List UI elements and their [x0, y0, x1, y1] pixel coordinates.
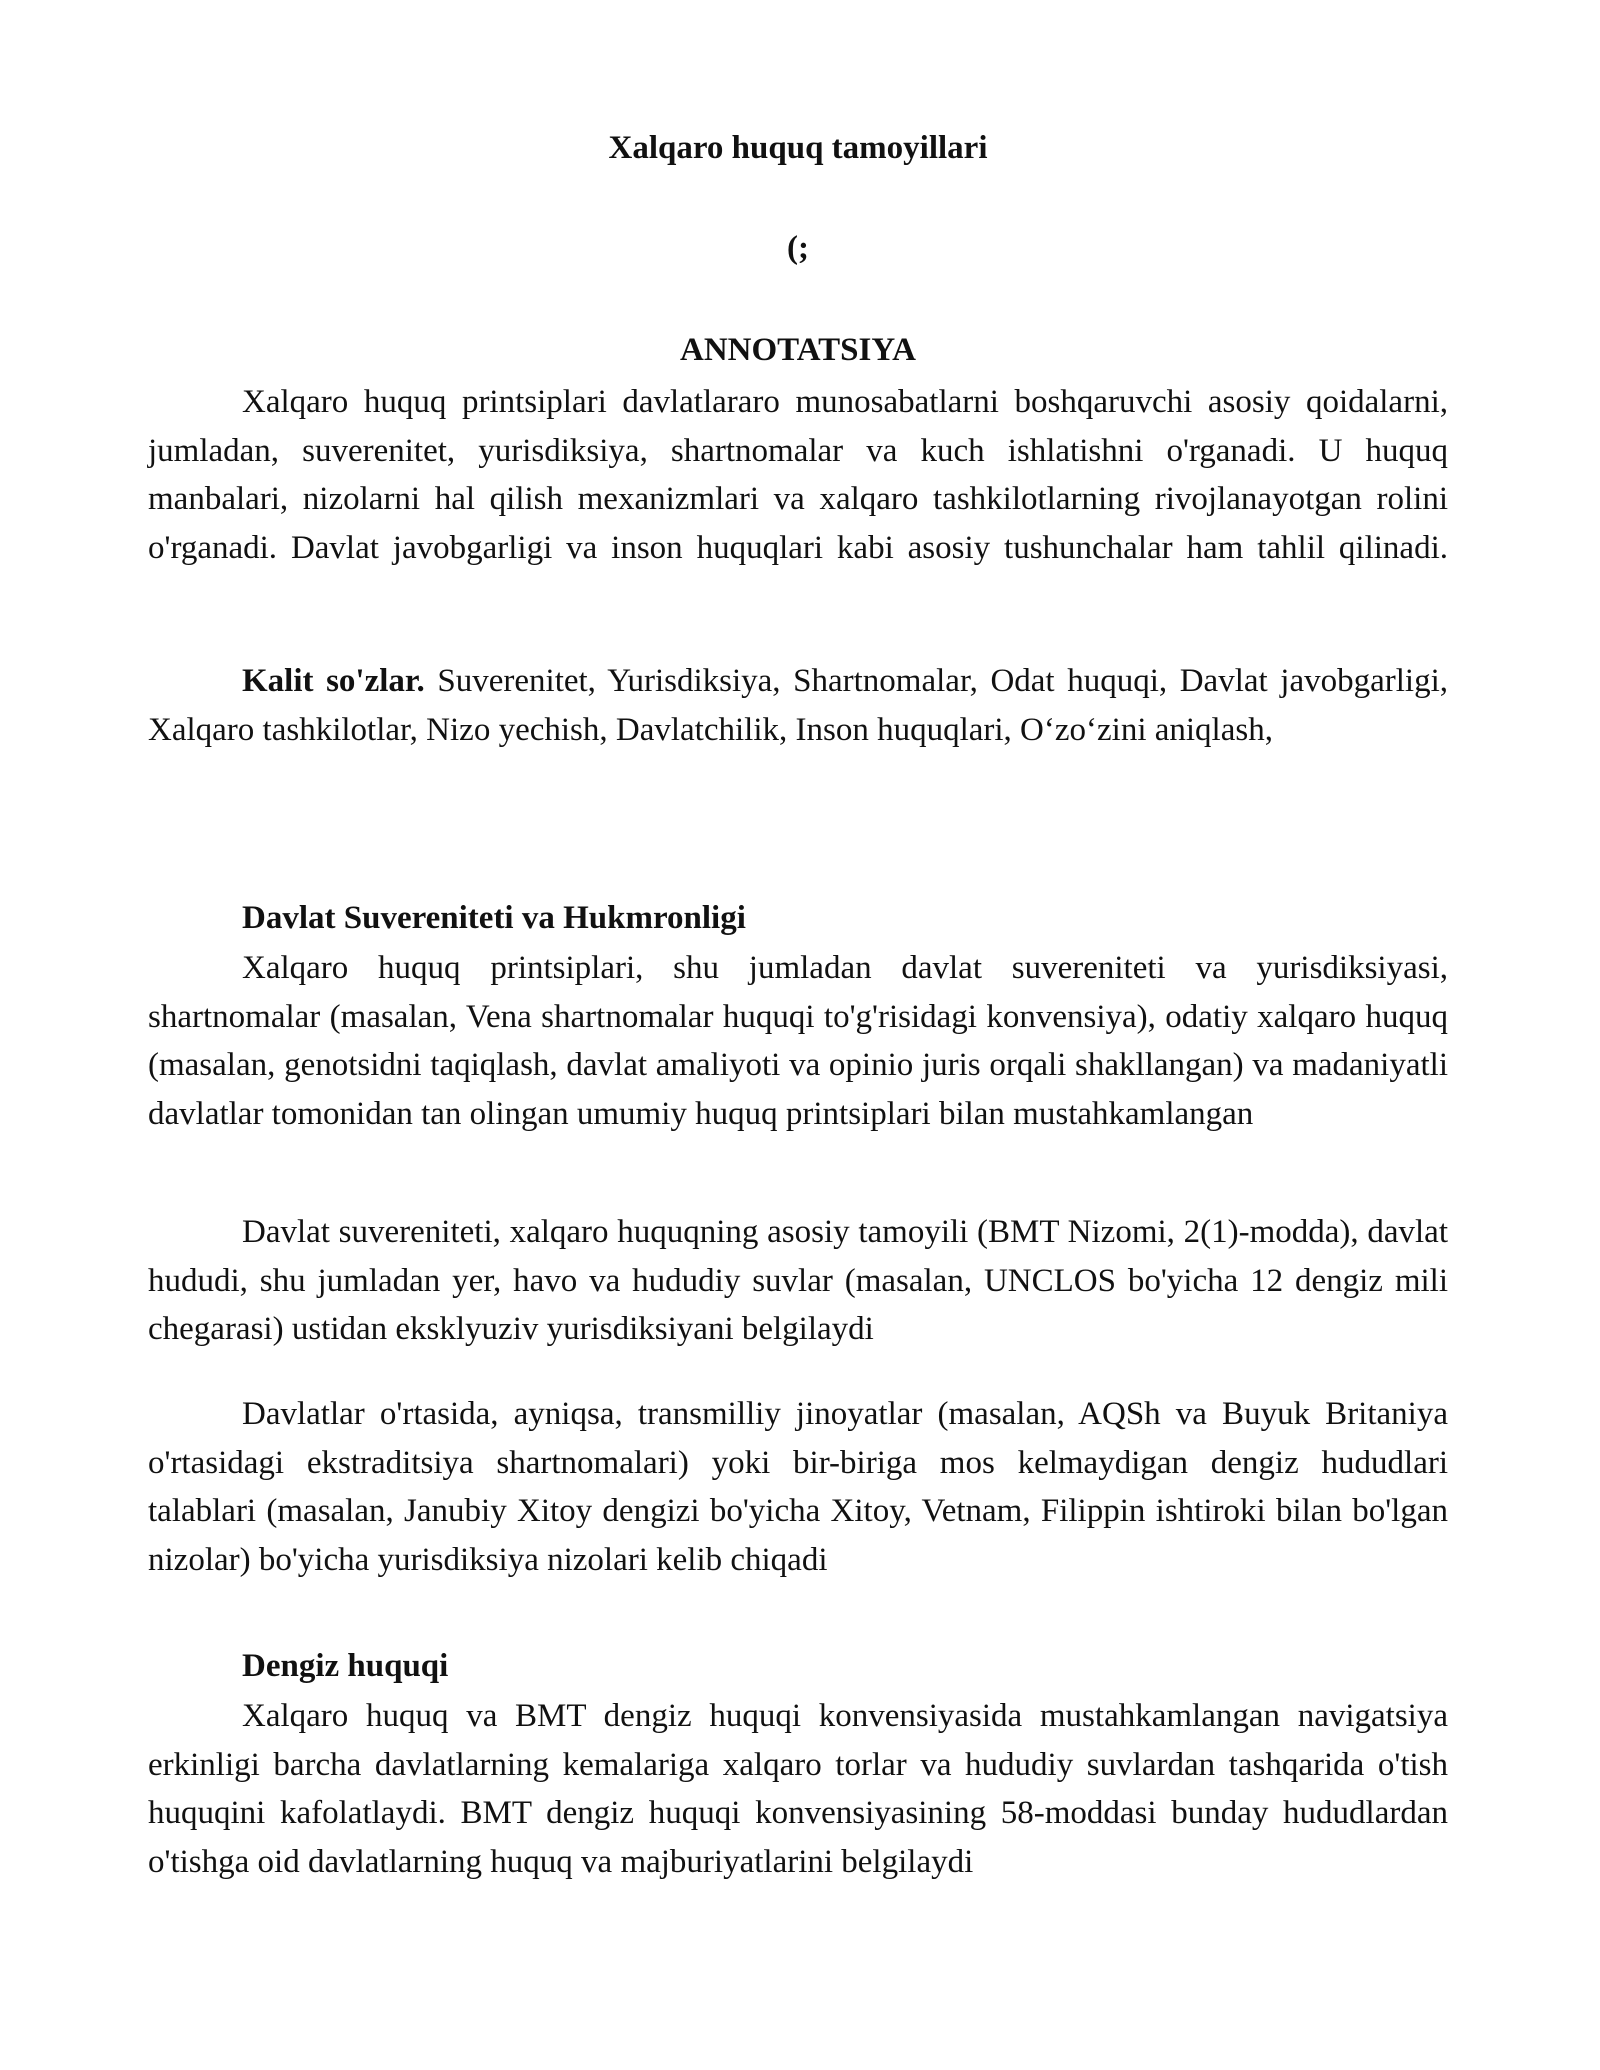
- sovereignty-paragraph-3: Davlatlar o'rtasida, ayniqsa, transmilliy jinoyatlar (masalan, AQSh va Buyuk Britaniya o'rtasidagi ekstraditsiya shartnomalari) yoki bir-biriga mos kelmaydigan dengiz hududlari talablari (masalan, Janubiy Xitoy dengizi bo'yicha Xitoy, Vetnam, Filippin ishtiroki bilan bo'lgan nizolar) bo'yicha yurisdiksiya nizolari kelib chiqadi: [148, 1396, 1448, 1578]
- document-title: Xalqaro huquq tamoyillari: [608, 130, 988, 166]
- section-heading-maritime: Dengiz huquqi: [242, 1648, 449, 1684]
- document-symbol: (;: [787, 230, 809, 266]
- keywords-text: Suverenitet, Yurisdiksiya, Shartnomalar, Odat huquqi, Davlat javobgarligi, Xalqaro tashkilotlar, Nizo yechish, Davlatchilik, Inson huquqlari, O‘zo‘zini aniqlash,: [148, 663, 1448, 748]
- annotation-paragraph: Xalqaro huquq printsiplari davlatlararo munosabatlarni boshqaruvchi asosiy qoidalarni, jumladan, suverenitet, yurisdiksiya, shartnomalar va kuch ishlatishni o'rganadi. U huquq manbalari, nizolarni hal qilish mexanizmlari va xalqaro tashkilotlarning rivojlanayotgan rolini o'rganadi. Davlat javobgarligi va inson huquqlari kabi asosiy tushunchalar ham tahlil qilinadi.: [148, 384, 1448, 566]
- keywords-label: Kalit so'zlar.: [242, 663, 425, 699]
- section-heading-sovereignty: Davlat Suvereniteti va Hukmronligi: [242, 900, 746, 936]
- keywords-paragraph: [148, 657, 1448, 754]
- document-page: [148, 0, 1448, 2070]
- annotation-heading: ANNOTATSIYA: [680, 332, 916, 368]
- sovereignty-paragraph-2: Davlat suvereniteti, xalqaro huquqning asosiy tamoyili (BMT Nizomi, 2(1)-modda), davlat hududi, shu jumladan yer, havo va hududiy suvlar (masalan, UNCLOS bo'yicha 12 dengiz mili chegarasi) ustidan eksklyuziv yurisdiksiyani belgilaydi: [148, 1214, 1448, 1347]
- maritime-paragraph-1: Xalqaro huquq va BMT dengiz huquqi konvensiyasida mustahkamlangan navigatsiya erkinligi barcha davlatlarning kemalariga xalqaro torlar va hududiy suvlardan tashqarida o'tish huquqini kafolatlaydi. BMT dengiz huquqi konvensiyasining 58-moddasi bunday hududlardan o'tishga oid davlatlarning huquq va majburiyatlarini belgilaydi: [148, 1698, 1448, 1880]
- sovereignty-paragraph-1: Xalqaro huquq printsiplari, shu jumladan davlat suvereniteti va yurisdiksiyasi, shartnomalar (masalan, Vena shartnomalar huquqi to'g'risidagi konvensiya), odatiy xalqaro huquq (masalan, genotsidni taqiqlash, davlat amaliyoti va opinio juris orqali shakllangan) va madaniyatli davlatlar tomonidan tan olingan umumiy huquq printsiplari bilan mustahkamlangan: [148, 950, 1448, 1132]
